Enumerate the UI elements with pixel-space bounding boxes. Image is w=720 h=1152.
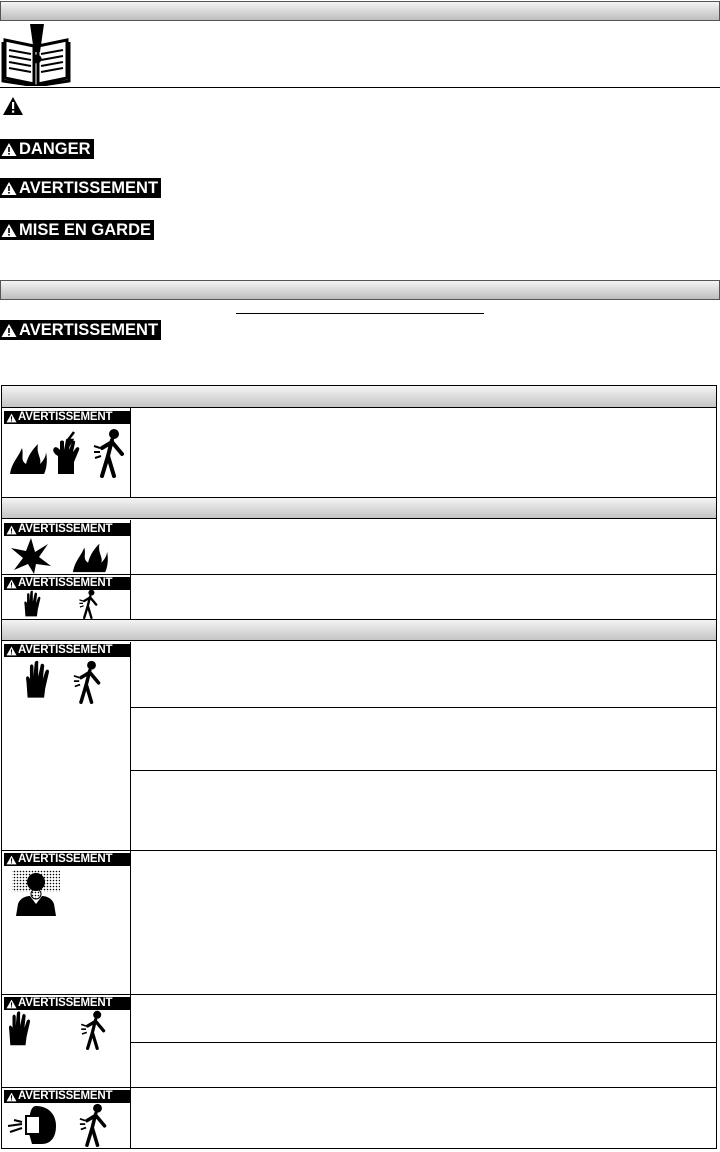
row-divider bbox=[130, 707, 716, 708]
warning-tag bbox=[4, 1090, 131, 1103]
hand-icon bbox=[22, 660, 52, 700]
warning-tag-text: AVERTISSEMENT bbox=[18, 997, 113, 1009]
warning-tag bbox=[4, 577, 131, 590]
warning-tag-text: AVERTISSEMENT bbox=[18, 644, 113, 656]
injury-person-icon bbox=[92, 428, 128, 478]
warning-tag bbox=[4, 997, 131, 1010]
alert-triangle-icon bbox=[6, 855, 17, 865]
warning-label bbox=[0, 178, 161, 198]
alert-triangle-icon bbox=[6, 579, 17, 589]
warning-label-2-text: AVERTISSEMENT bbox=[19, 321, 159, 339]
hand-icon bbox=[6, 1010, 32, 1048]
fire-icon bbox=[70, 538, 110, 574]
row-divider bbox=[130, 1042, 716, 1043]
section-header-bar-1 bbox=[0, 1, 720, 21]
alert-triangle-icon bbox=[6, 525, 17, 535]
column-divider bbox=[130, 642, 131, 1148]
injury-person-icon bbox=[72, 660, 104, 704]
alert-triangle-icon bbox=[6, 999, 17, 1009]
danger-label-text: DANGER bbox=[19, 140, 91, 158]
underline-rule bbox=[236, 313, 484, 314]
warning-tag-text: AVERTISSEMENT bbox=[18, 853, 113, 865]
alert-triangle-icon bbox=[1, 142, 17, 157]
row-divider bbox=[2, 994, 716, 995]
row-divider bbox=[2, 574, 716, 575]
respiratory-hazard-icon bbox=[10, 870, 62, 916]
warning-tag bbox=[4, 853, 131, 866]
warning-tag-text: AVERTISSEMENT bbox=[18, 577, 113, 589]
caution-label bbox=[0, 220, 154, 240]
table-section-header-1 bbox=[2, 386, 716, 408]
warning-tag-text: AVERTISSEMENT bbox=[18, 1090, 113, 1102]
alert-triangle-icon bbox=[6, 413, 17, 423]
read-manual-icon bbox=[1, 22, 71, 86]
electric-hand-icon bbox=[48, 430, 86, 476]
alert-triangle-icon bbox=[6, 646, 17, 656]
face-shield-icon bbox=[6, 1104, 58, 1146]
table-section-header-3 bbox=[2, 619, 716, 641]
alert-triangle-icon bbox=[6, 1092, 17, 1102]
warning-tag bbox=[4, 523, 131, 536]
injury-person-icon bbox=[78, 589, 100, 619]
warning-tag-text: AVERTISSEMENT bbox=[18, 411, 113, 423]
alert-triangle-icon bbox=[1, 323, 17, 338]
warning-label-text: AVERTISSEMENT bbox=[19, 179, 159, 197]
safety-table bbox=[1, 385, 717, 1149]
warning-label-2 bbox=[0, 320, 161, 340]
explosion-icon bbox=[10, 536, 52, 574]
alert-triangle-icon bbox=[2, 96, 24, 116]
divider bbox=[0, 87, 720, 88]
row-divider bbox=[2, 850, 716, 851]
row-divider bbox=[2, 1087, 716, 1088]
row-divider bbox=[130, 770, 716, 771]
warning-tag bbox=[4, 411, 131, 424]
caution-label-text: MISE EN GARDE bbox=[19, 221, 152, 239]
warning-tag-text: AVERTISSEMENT bbox=[18, 523, 113, 535]
danger-label bbox=[0, 139, 94, 159]
injury-person-icon bbox=[78, 1103, 110, 1147]
alert-triangle-icon bbox=[1, 223, 17, 238]
fire-icon bbox=[8, 438, 48, 476]
table-section-header-2 bbox=[2, 497, 716, 519]
alert-triangle-icon bbox=[1, 181, 17, 196]
warning-tag bbox=[4, 644, 131, 657]
injury-person-icon bbox=[78, 1010, 110, 1050]
section-header-bar-2 bbox=[0, 280, 720, 300]
hand-icon bbox=[22, 590, 42, 618]
